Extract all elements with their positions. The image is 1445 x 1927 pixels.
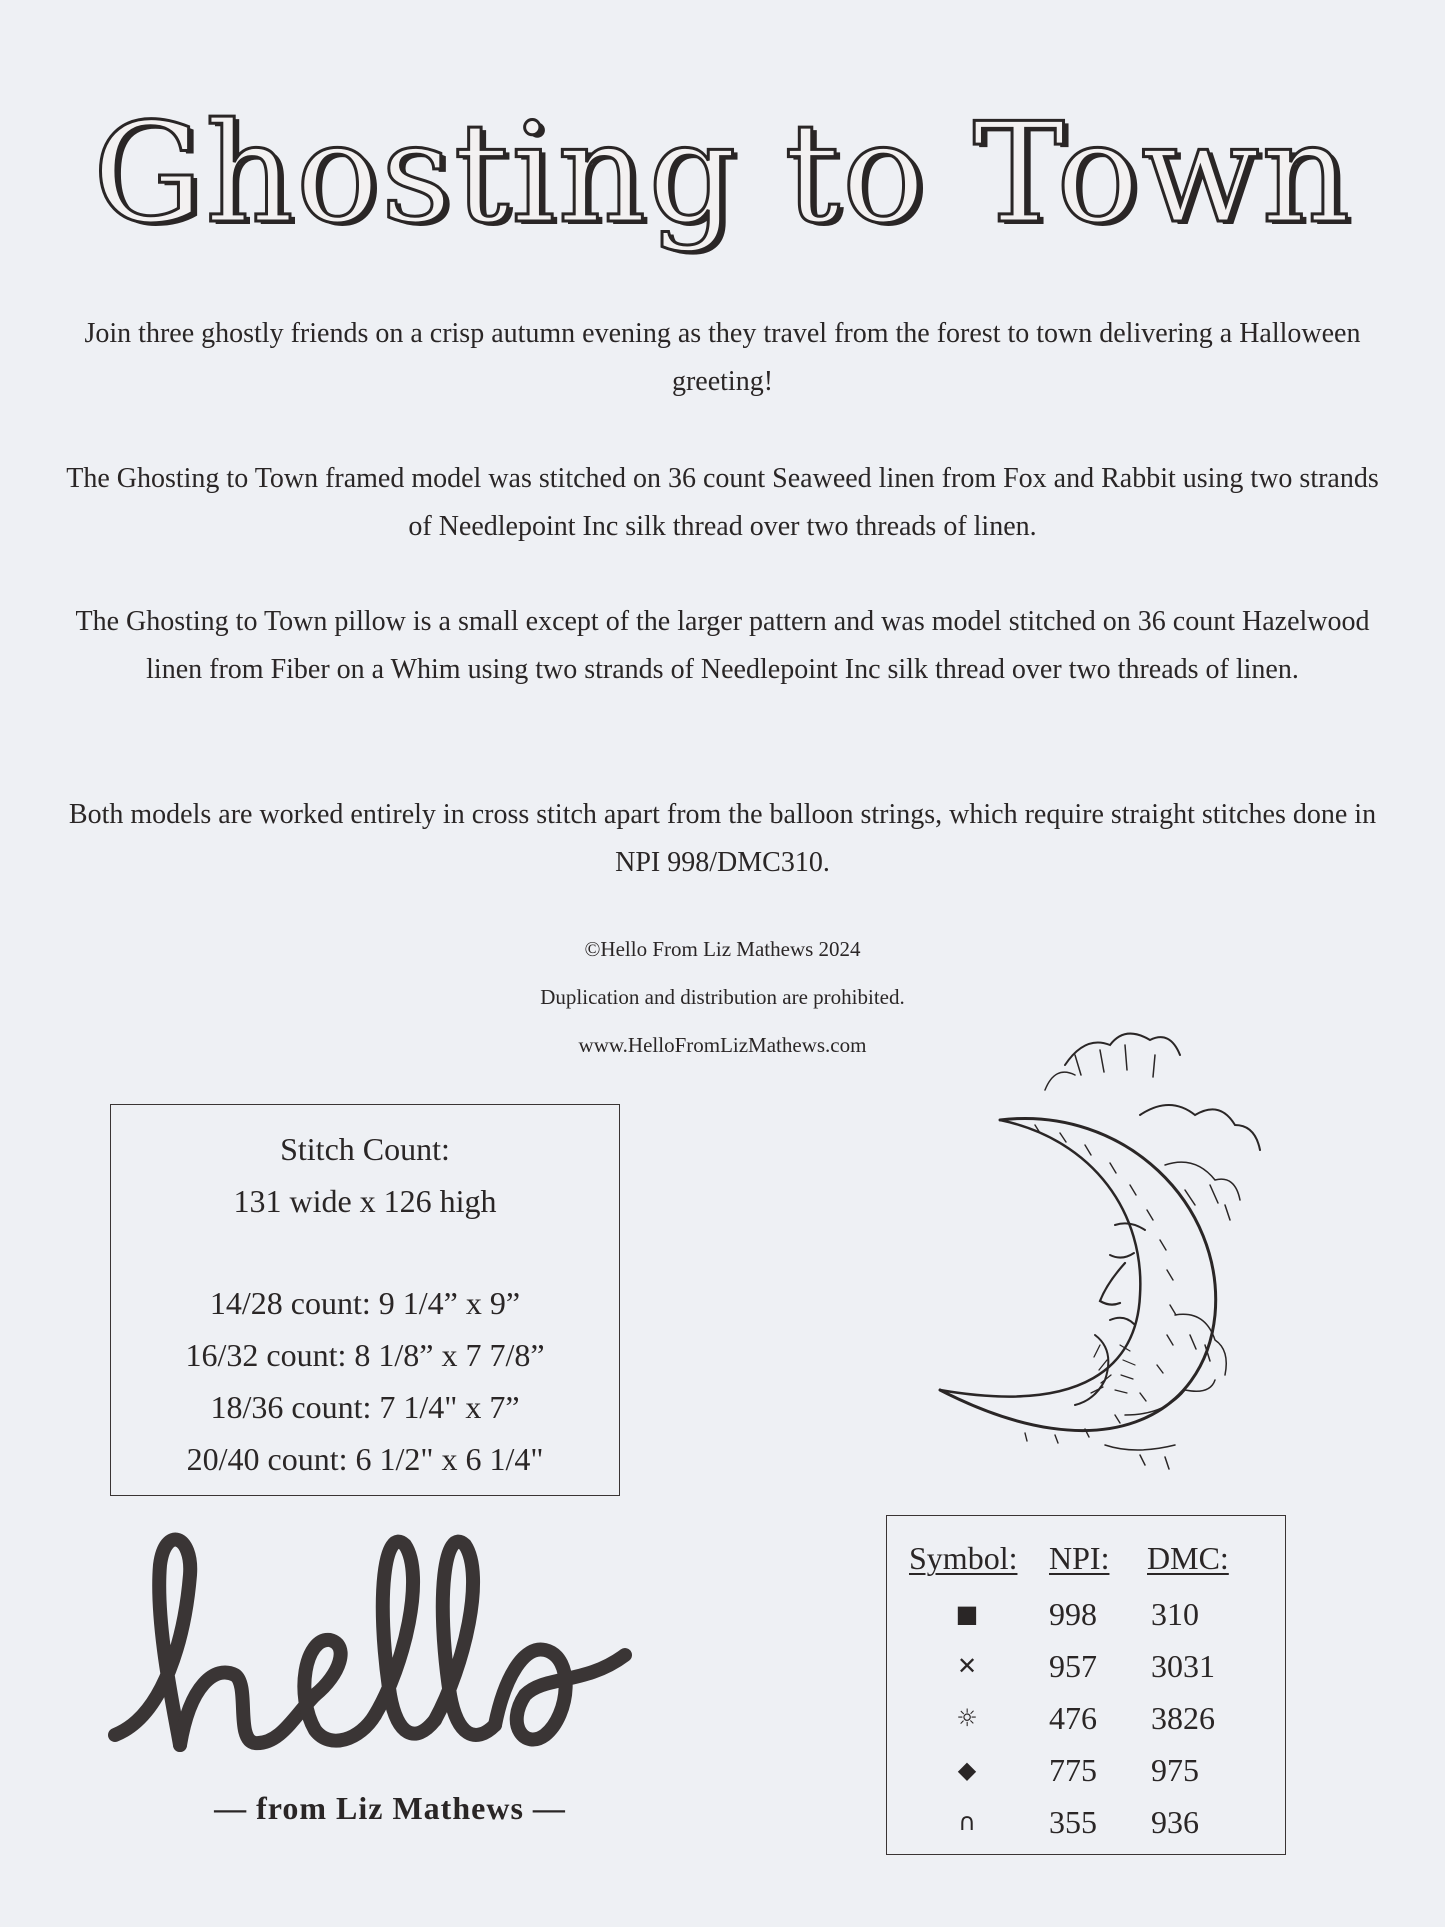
npi-code: 355 xyxy=(1049,1804,1097,1840)
fabric-count-row: 20/40 count: 6 1/2" x 6 1/4" xyxy=(186,1441,544,1477)
copyright-line: ©Hello From Liz Mathews 2024 xyxy=(584,937,861,961)
hello-script-logo xyxy=(105,1515,685,1755)
npi-code: 998 xyxy=(1049,1596,1097,1632)
crescent-moon-illustration xyxy=(925,1015,1315,1505)
dmc-code: 936 xyxy=(1151,1804,1199,1840)
stitch-count-size: 131 wide x 126 high xyxy=(233,1183,497,1219)
intro-paragraph: Join three ghostly friends on a crisp autumn evening as they travel from the forest to town delivering a Halloween greeting! xyxy=(84,318,1361,397)
fabric-count-list xyxy=(111,1277,619,1485)
npi-code: 957 xyxy=(1049,1648,1097,1684)
legend-header-dmc: DMC: xyxy=(1147,1540,1229,1576)
framed-model-paragraph: The Ghosting to Town framed model was stitched on 36 count Seaweed linen from Fox and Rabbit using two strands of Needlepoint Inc silk thread over two threads of linen. xyxy=(66,463,1379,542)
npi-code: 775 xyxy=(1049,1752,1097,1788)
legend-row xyxy=(909,1692,1269,1744)
stitch-count-title: Stitch Count: xyxy=(280,1131,450,1167)
fabric-count-row: 14/28 count: 9 1/4” x 9” xyxy=(209,1285,521,1321)
dmc-code: 3031 xyxy=(1151,1648,1215,1684)
page-title: Ghosting to Town xyxy=(92,93,1353,254)
thread-legend-box xyxy=(886,1515,1286,1855)
legend-row xyxy=(909,1588,1269,1640)
legend-header-npi: NPI: xyxy=(1049,1540,1110,1576)
npi-code: 476 xyxy=(1049,1700,1097,1736)
dmc-code: 310 xyxy=(1151,1596,1199,1632)
logo-subtitle: — from Liz Mathews — xyxy=(214,1790,566,1826)
pillow-model-paragraph: The Ghosting to Town pillow is a small except of the larger pattern and was model stitched on 36 count Hazelwood linen from Fiber on a Whim using two strands of Needlepoint Inc silk thread over two threads of linen. xyxy=(75,606,1370,685)
fabric-count-row: 18/36 count: 7 1/4" x 7” xyxy=(210,1389,520,1425)
cross-symbol-icon: ✕ xyxy=(956,1652,978,1680)
dmc-code: 3826 xyxy=(1151,1700,1215,1736)
stitch-notes-paragraph: Both models are worked entirely in cross stitch apart from the balloon strings, which require straight stitches done in NPI 998/DMC310. xyxy=(68,799,1377,878)
duplication-notice: Duplication and distribution are prohibited. xyxy=(540,985,905,1009)
legend-row xyxy=(909,1744,1269,1796)
diamond-symbol-icon: ◆ xyxy=(957,1756,977,1784)
square-symbol-icon: ■ xyxy=(955,1600,979,1628)
website-link[interactable]: www.HelloFromLizMathews.com xyxy=(578,1033,867,1057)
sun-symbol-icon: ☼ xyxy=(956,1704,978,1732)
legend-row xyxy=(909,1640,1269,1692)
legend-row xyxy=(909,1796,1269,1848)
arch-symbol-icon: ∩ xyxy=(958,1808,976,1836)
fabric-count-row: 16/32 count: 8 1/8” x 7 7/8” xyxy=(185,1337,545,1373)
dmc-code: 975 xyxy=(1151,1752,1199,1788)
legend-header-symbol: Symbol: xyxy=(909,1540,1018,1576)
stitch-count-box xyxy=(110,1104,620,1496)
